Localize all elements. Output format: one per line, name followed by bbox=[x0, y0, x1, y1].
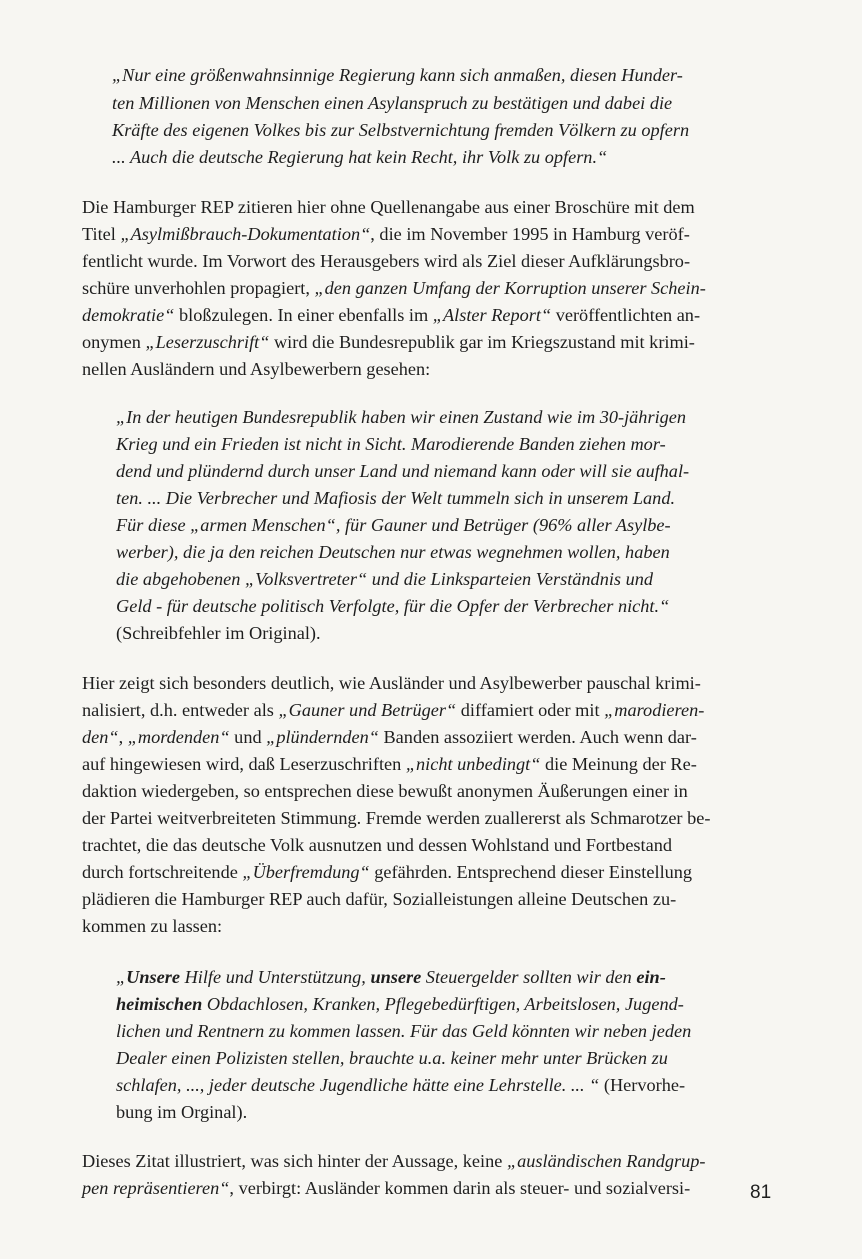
text-line: trachtet, die das deutsche Volk ausnutzen und dessen Wohlstand und Fortbestand bbox=[82, 835, 673, 855]
emphasis: ein- bbox=[636, 967, 666, 987]
page-number: 81 bbox=[750, 1182, 772, 1203]
quote-line: Krieg und ein Frieden ist nicht in Sicht. Marodierende Banden ziehen mor- bbox=[116, 434, 666, 454]
text-line: durch fortschreitende „Überfremdung“ gefährden. Entsprechend dieser Einstellung bbox=[82, 862, 693, 882]
quote-line: ... Auch die deutsche Regierung hat kein Recht, ihr Volk zu opfern.“ bbox=[112, 147, 608, 167]
emphasis: unsere bbox=[370, 967, 422, 987]
quote-line: dend und plündernd durch unser Land und niemand kann oder will sie aufhal- bbox=[116, 461, 690, 481]
text-line: Titel „Asylmißbrauch-Dokumentation“, die im November 1995 in Hamburg veröf- bbox=[82, 224, 690, 244]
text-line: demokratie“ bloßzulegen. In einer ebenfalls im „Alster Report“ veröffentlichten an- bbox=[82, 305, 701, 325]
text-line: fentlicht wurde. Im Vorwort des Herausgebers wird als Ziel dieser Aufklärungsbro- bbox=[82, 251, 691, 271]
citation-title: „Asylmißbrauch-Dokumentation“ bbox=[120, 224, 371, 244]
text-line: der Partei weitverbreiteten Stimmung. Fremde werden zuallererst als Schmarotzer be- bbox=[82, 808, 711, 828]
text-line: Hier zeigt sich besonders deutlich, wie Ausländer und Asylbewerber pauschal krimi- bbox=[82, 673, 701, 693]
quote-note: (Schreibfehler im Original). bbox=[116, 623, 321, 643]
text-line: Die Hamburger REP zitieren hier ohne Quellenangabe aus einer Broschüre mit dem bbox=[82, 197, 695, 217]
text-line: nellen Ausländern und Asylbewerbern gesehen: bbox=[82, 359, 431, 379]
quote-line: Kräfte des eigenen Volkes bis zur Selbstvernichtung fremden Völkern zu opfern bbox=[112, 120, 690, 140]
quote-line: werber), die ja den reichen Deutschen nur etwas wegnehmen wollen, haben bbox=[116, 542, 670, 562]
citation-title: „Alster Report“ bbox=[432, 305, 552, 325]
emphasis: Unsere bbox=[126, 967, 180, 987]
quote-line: „In der heutigen Bundesrepublik haben wir einen Zustand wie im 30-jährigen bbox=[116, 407, 687, 427]
quote-line: die abgehobenen „Volksvertreter“ und die Linksparteien Verständnis und bbox=[116, 569, 654, 589]
text-line: daktion wiedergeben, so entsprechen diese bewußt anonymen Äußerungen einer in bbox=[82, 781, 688, 801]
quote-line: schlafen, ..., jeder deutsche Jugendliche hätte eine Lehrstelle. ... “ (Hervorhe- bbox=[116, 1075, 686, 1095]
text-line: onymen „Leserzuschrift“ wird die Bundesrepublik gar im Kriegszustand mit krimi- bbox=[82, 332, 695, 352]
quote-line: Geld - für deutsche politisch Verfolgte, für die Opfer der Verbrecher nicht.“ bbox=[116, 596, 670, 616]
quote-line: heimischen Obdachlosen, Kranken, Pflegebedürftigen, Arbeitslosen, Jugend- bbox=[116, 994, 684, 1014]
text-line: schüre unverhohlen propagiert, „den ganzen Umfang der Korruption unserer Schein- bbox=[82, 278, 706, 298]
text-line: auf hingewiesen wird, daß Leserzuschriften „nicht unbedingt“ die Meinung der Re- bbox=[82, 754, 697, 774]
quote-line: bung im Orginal). bbox=[116, 1102, 248, 1122]
text-line: nalisiert, d.h. entweder als „Gauner und Betrüger“ diffamiert oder mit „marodieren- bbox=[82, 700, 705, 720]
quote-line: Für diese „armen Menschen“, für Gauner und Betrüger (96% aller Asylbe- bbox=[116, 515, 671, 535]
citation-title: „Leserzuschrift“ bbox=[145, 332, 270, 352]
quote-line: Dealer einen Polizisten stellen, brauchte u.a. keiner mehr unter Brücken zu bbox=[116, 1048, 668, 1068]
quote-line: lichen und Rentnern zu kommen lassen. Für das Geld könnten wir neben jeden bbox=[116, 1021, 692, 1041]
quote-line: ten. ... Die Verbrecher und Mafiosis der Welt tummeln sich in unserem Land. bbox=[116, 488, 676, 508]
text-line: Dieses Zitat illustriert, was sich hinter der Aussage, keine „ausländischen Randgrup- bbox=[82, 1151, 706, 1171]
quote-line: ten Millionen von Menschen einen Asylanspruch zu bestätigen und dabei die bbox=[112, 93, 673, 113]
text-line: kommen zu lassen: bbox=[82, 916, 223, 936]
text-line: pen repräsentieren“, verbirgt: Ausländer kommen darin als steuer- und sozialversi- bbox=[82, 1178, 691, 1198]
inline-quote: „den ganzen Umfang der Korruption unserer Schein- bbox=[314, 278, 706, 298]
text-line: den“, „mordenden“ und „plündernden“ Banden assoziiert werden. Auch wenn dar- bbox=[82, 727, 697, 747]
quote-line: „Unsere Hilfe und Unterstützung, unsere Steuergelder sollten wir den ein- bbox=[116, 967, 666, 987]
emphasis: heimischen bbox=[116, 994, 203, 1014]
text-line: plädieren die Hamburger REP auch dafür, Sozialleistungen alleine Deutschen zu- bbox=[82, 889, 677, 909]
quote-line: „Nur eine größenwahnsinnige Regierung kann sich anmaßen, diesen Hunder- bbox=[112, 65, 683, 85]
